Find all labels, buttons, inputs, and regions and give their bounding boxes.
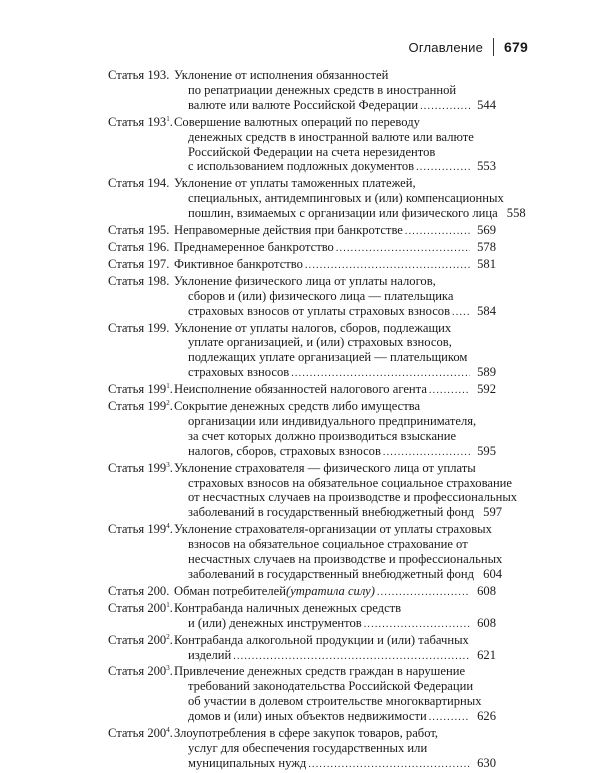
article-number: Статья 193.	[108, 68, 170, 82]
entry-title-line: Уклонение от исполнения обязанностей	[174, 68, 389, 82]
article-label	[108, 176, 174, 191]
entry-final-line	[174, 648, 496, 665]
article-superscript: 3	[166, 664, 170, 673]
toc-entry	[108, 664, 496, 726]
entry-final-line	[174, 304, 496, 321]
article-superscript: 4	[166, 726, 170, 735]
article-label: Статья $199^2$.	[108, 399, 173, 414]
entry-final-line	[174, 444, 496, 461]
article-label: Статья $200^4$.	[108, 726, 173, 741]
entry-final-line	[174, 567, 503, 584]
entry-final-line	[174, 709, 496, 726]
entry-title-line: и (или) денежных инструментов	[188, 615, 362, 630]
entry-title-line: страховых взносов от уплаты страховых взносов	[188, 303, 451, 318]
toc-entry	[108, 115, 496, 177]
entry-final-line	[174, 365, 496, 382]
entry-title-line: страховых взносов	[188, 365, 290, 380]
entry-page-number: 589	[477, 365, 496, 380]
entry-title-line: налогов, сборов, страховых взносов	[188, 443, 381, 458]
dot-leader	[336, 242, 470, 257]
article-number: Статья 194.	[108, 176, 170, 191]
dot-leader	[233, 650, 470, 665]
dot-leader	[420, 100, 470, 115]
article-number: Статья 196.	[108, 239, 170, 254]
entry-final-line	[174, 584, 496, 601]
article-label: Статья $199^4$.	[108, 522, 173, 537]
entry-page-number: 630	[477, 755, 496, 770]
entry-title-line: страховых взносов на обязательное социальное страхование	[188, 475, 513, 490]
entry-title-line: Преднамеренное банкротство	[174, 239, 334, 254]
article-label	[108, 68, 174, 83]
article-number: Статья 200	[108, 632, 167, 647]
article-superscript: 2	[166, 632, 170, 641]
table-of-contents	[108, 68, 526, 773]
entry-title-line: об участии в долевом строительстве многоквартирных	[188, 694, 482, 709]
entry-title-line: организации или индивидуального предпринимателя,	[188, 413, 477, 428]
entry-title-line: с использованием подложных документов	[188, 159, 415, 174]
entry-title-line: услуг для обеспечения государственных или	[188, 740, 428, 755]
toc-entry	[108, 321, 496, 383]
entry-title-line: подлежащих уплате организацией — плательщиком	[188, 350, 468, 365]
entry-title-line: Сокрытие денежных средств либо имущества	[174, 399, 421, 414]
entry-title-line: заболеваний в государственный внебюджетный фонд	[188, 505, 475, 520]
article-label	[108, 240, 174, 255]
entry-page-number: 569	[477, 223, 496, 238]
entry-title-line: денежных средств в иностранной валюте или валюте	[188, 129, 474, 144]
toc-entry	[108, 68, 496, 115]
toc-entry	[108, 633, 496, 665]
entry-title-line: Контрабанда алкогольной продукции и (или) табачных	[174, 632, 469, 647]
entry-title-line: несчастных случаев на производстве и профессиональных	[188, 552, 503, 567]
toc-entry	[108, 240, 496, 257]
entry-title-line: Обман потребителей	[174, 583, 287, 598]
entry-page-number: 608	[477, 615, 496, 630]
article-number: Статья 200	[108, 726, 167, 741]
article-label	[108, 223, 174, 238]
entry-final-line	[174, 98, 496, 115]
toc-entry	[108, 522, 503, 584]
dot-leader	[429, 384, 470, 399]
entry-title-line: Привлечение денежных средств граждан в нарушение	[174, 664, 466, 679]
entry-final-line	[174, 382, 496, 399]
article-label: Статья $200^1$.	[108, 600, 173, 615]
toc-entry	[108, 176, 526, 223]
entry-page-number: 581	[477, 256, 496, 271]
toc-entry	[108, 223, 496, 240]
article-superscript: 4	[166, 522, 170, 531]
dot-leader	[305, 259, 470, 274]
dot-leader	[383, 446, 470, 461]
entry-title-line: Фиктивное банкротство	[174, 256, 303, 271]
entry-title-line: пошлин, взимаемых с организации или физического лица	[188, 206, 498, 221]
entry-title-line: домов и (или) иных объектов недвижимости	[188, 709, 427, 724]
entry-title-line: уплате организацией, и (или) страховых взносов,	[188, 335, 452, 350]
entry-final-line	[174, 257, 496, 274]
article-number: Статья 193	[108, 114, 167, 129]
entry-title-line: по репатриации денежных средств в иностранной	[188, 82, 457, 97]
article-number: Статья 199	[108, 460, 167, 475]
toc-entry	[108, 399, 496, 461]
entry-page-number: 621	[477, 647, 496, 662]
article-number: Статья 199	[108, 382, 167, 397]
article-number: Статья 195.	[108, 223, 170, 238]
entry-page-number: 558	[506, 206, 526, 221]
toc-entry	[108, 726, 496, 773]
article-superscript: 3	[166, 460, 170, 469]
section-title: Оглавление	[408, 39, 484, 55]
entry-title-line: Контрабанда наличных денежных средств	[174, 600, 402, 615]
article-label: Статья $199^3$.	[108, 460, 173, 475]
entry-title-line: Российской Федерации на счета нерезидентов	[188, 144, 436, 159]
article-superscript: 1	[166, 114, 170, 123]
entry-title-line: изделий	[188, 647, 232, 662]
article-superscript: 2	[166, 399, 170, 408]
entry-title-line: от несчастных случаев на производстве и профессиональных	[188, 490, 518, 505]
article-number: Статья 198.	[108, 273, 170, 288]
entry-final-line	[174, 159, 496, 176]
toc-entry	[108, 460, 518, 523]
article-superscript: 1	[166, 382, 170, 391]
entry-title-line: Уклонение от уплаты таможенных платежей,	[174, 176, 416, 191]
article-label	[108, 584, 174, 599]
toc-entry	[108, 382, 496, 399]
dot-leader	[308, 758, 470, 773]
page-number: 679	[504, 39, 528, 55]
article-number: Статья 200.	[108, 583, 170, 598]
entry-page-number: 584	[477, 303, 496, 318]
article-label: Статья $199^1$.	[108, 382, 173, 397]
article-number: Статья 199	[108, 522, 167, 537]
entry-final-line	[174, 240, 496, 257]
running-header	[409, 38, 528, 56]
entry-title-line: Уклонение страхователя — физического лица от уплаты	[174, 460, 476, 475]
dot-leader	[452, 306, 470, 321]
article-number: Статья 199.	[108, 320, 170, 335]
toc-entry	[108, 584, 496, 601]
article-label: Статья $200^2$.	[108, 632, 173, 647]
article-number: Статья 200	[108, 664, 167, 679]
article-label: Статья $200^3$.	[108, 664, 173, 679]
entry-page-number: 597	[483, 505, 503, 520]
entry-page-number: 544	[477, 97, 496, 112]
entry-title-line: Уклонение физического лица от уплаты налогов,	[174, 273, 436, 288]
repeal-note: (утратила силу)	[286, 583, 375, 598]
entry-page-number: 578	[477, 239, 496, 254]
entry-final-line	[174, 756, 496, 773]
toc-entry	[108, 274, 496, 321]
entry-title-line: муниципальных нужд	[188, 755, 307, 770]
entry-page-number: 626	[477, 709, 496, 724]
entry-page-number: 608	[477, 583, 496, 598]
entry-final-line	[174, 206, 526, 223]
entry-page-number: 553	[477, 159, 496, 174]
dot-leader	[416, 161, 470, 176]
article-number: Статья 197.	[108, 256, 170, 271]
dot-leader	[364, 618, 470, 633]
article-label	[108, 321, 174, 336]
entry-page-number: 604	[483, 567, 503, 581]
article-label	[108, 257, 174, 272]
dot-leader	[291, 367, 470, 382]
entry-title-line: за счет которых должно производиться взыскание	[188, 428, 457, 443]
dot-leader	[405, 225, 470, 240]
entry-final-line	[174, 616, 496, 633]
entry-title-line: взносов на обязательное социальное страхование от	[188, 537, 468, 552]
article-label	[108, 274, 174, 289]
toc-entry	[108, 257, 496, 274]
entry-title-line: сборов и (или) физического лица — плательщика	[188, 288, 454, 303]
article-number: Статья 199	[108, 399, 167, 414]
entry-page-number: 592	[477, 382, 496, 397]
article-label: Статья $193^1$.	[108, 114, 173, 129]
entry-final-line	[174, 223, 496, 240]
entry-title-line: Уклонение страхователя-организации от уплаты страховых	[174, 522, 492, 537]
article-number: Статья 200	[108, 600, 167, 615]
entry-title-line: Совершение валютных операций по переводу	[174, 114, 420, 129]
entry-title-line: специальных, антидемпинговых и (или) компенсационных	[188, 191, 504, 206]
header-divider	[493, 38, 494, 56]
entry-title-line: Неисполнение обязанностей налогового агента	[174, 382, 427, 397]
entry-title-line: заболеваний в государственный внебюджетный фонд	[188, 567, 475, 581]
entry-title-line: Уклонение от уплаты налогов, сборов, подлежащих	[174, 320, 452, 335]
entry-title-line: требований законодательства Российской Федерации	[188, 679, 474, 694]
entry-page-number: 595	[477, 443, 496, 458]
entry-title-line: Неправомерные действия при банкротстве	[174, 223, 403, 238]
entry-title-line: валюте или валюте Российской Федерации	[188, 97, 419, 112]
entry-final-line	[174, 505, 503, 522]
dot-leader	[429, 711, 470, 726]
entry-title-line: Злоупотребления в сфере закупок товаров, работ,	[174, 726, 439, 741]
dot-leader	[377, 586, 470, 601]
article-superscript: 1	[166, 600, 170, 609]
toc-entry	[108, 601, 496, 633]
